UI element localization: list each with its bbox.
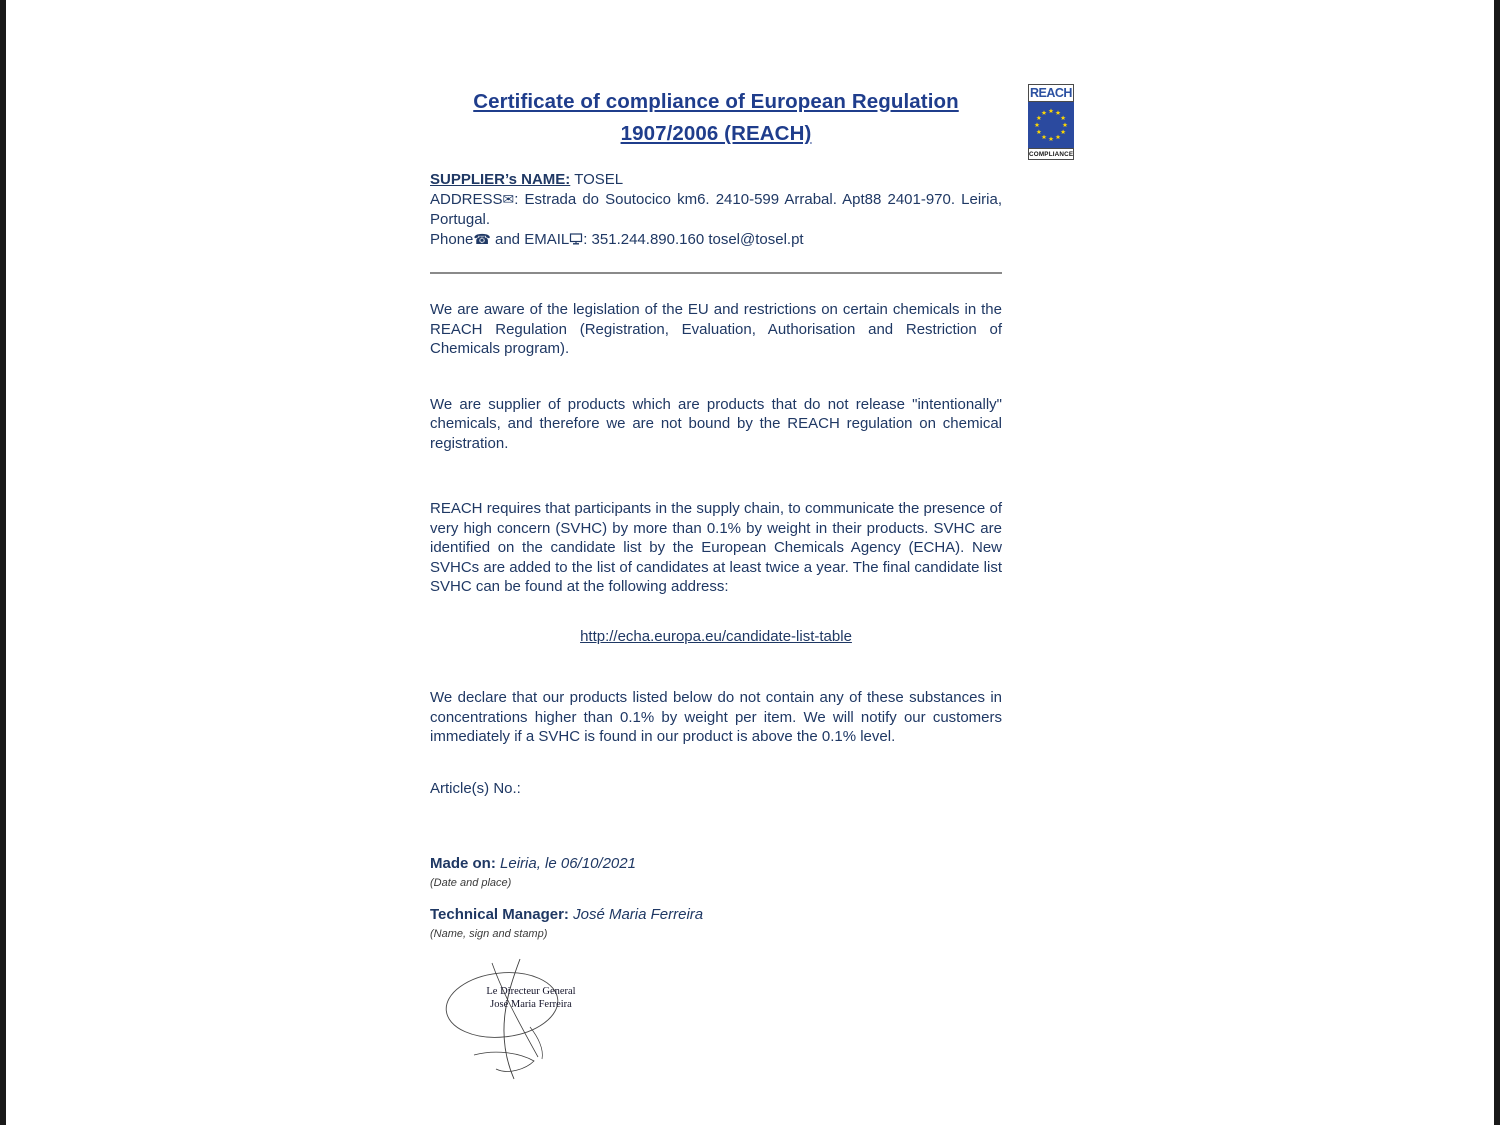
document-body (430, 86, 1002, 1082)
supplier-name-value: TOSEL (570, 171, 624, 188)
computer-icon (569, 231, 583, 248)
eu-flag-icon (1028, 102, 1074, 148)
paragraph-supplier-statement: We are supplier of products which are products that do not release "intentionally" chemicals, and therefore we are not bound by the REACH regulation on chemical registration. (430, 395, 1002, 452)
address-value: : Estrada do Soutocico km6. 2410-599 Arrabal. Apt88 2401-970. Leiria, Portugal. (430, 191, 1002, 228)
technical-manager-value: José Maria Ferreira (568, 905, 704, 923)
reach-compliance-logo (1028, 84, 1074, 160)
made-on-block (430, 854, 1002, 891)
signature-stamp-text (466, 985, 596, 1011)
signature-line-1: Le Directeur General (486, 986, 576, 997)
paragraph-reach-requirements: REACH requires that participants in the supply chain, to communicate the presence of very high concern (SVHC) by more than 0.1% by weight in their products. SVHC are identified on the candidate list by the European Chemicals Agency (ECHA). New SVHCs are added to the list of candidates at least twice a year. The final candidate list SVHC can be found at the following address: (430, 500, 1002, 595)
supplier-name-line (430, 170, 1002, 190)
technical-manager-label: Technical Manager: (430, 905, 569, 923)
phone-label: Phone (430, 231, 474, 248)
signature-scribble (434, 957, 664, 1082)
supplier-contact-line (430, 230, 1002, 250)
phone-email-value: : 351.244.890.160 tosel@tosel.pt (583, 231, 804, 248)
made-on-value: Leiria, le 06/10/2021 (495, 855, 636, 872)
candidate-list-link-line (430, 627, 1002, 647)
reach-logo-text: REACH (1028, 84, 1074, 102)
technical-manager-line (430, 905, 1002, 925)
technical-manager-block (430, 905, 1002, 943)
viewport-edge-left (0, 0, 6, 1125)
title-line-1: Certificate of compliance of European Regulation (473, 90, 959, 113)
signature (434, 957, 664, 1082)
paragraph-declaration: We declare that our products listed below do not contain any of these substances in concentrations higher than 0.1% by weight per item. We will notify our customers immediately if a SVHC is found in our product is above the 0.1% level. (430, 689, 1002, 745)
technical-manager-note: (Name, sign and stamp) (430, 928, 548, 940)
supplier-name-label: SUPPLIER’s NAME: (430, 171, 571, 188)
phone-icon: ☎ (473, 232, 491, 248)
made-on-line (430, 854, 1002, 874)
supplier-address-line (430, 190, 1002, 230)
address-label: ADDRESS (430, 191, 503, 208)
paragraph-awareness: We are aware of the legislation of the EU and restrictions on certain chemicals in the REACH Regulation (Registration, Evaluation, Authorisation and Restriction of Chemicals program). (430, 301, 1002, 357)
email-label: and EMAIL (490, 231, 570, 248)
supplier-block (430, 170, 1002, 250)
signature-line-2: José Maria Ferreira (490, 999, 572, 1010)
viewport-edge-right (1494, 0, 1500, 1125)
compliance-logo-text: COMPLIANCE (1028, 148, 1074, 160)
made-on-note: (Date and place) (430, 876, 512, 889)
document-title (430, 86, 1002, 150)
title-line-2: 1907/2006 (REACH) (620, 122, 812, 145)
section-divider (430, 272, 1002, 274)
envelope-icon: ✉ (502, 192, 515, 208)
articles-label: Article(s) No.: (430, 779, 521, 797)
made-on-label: Made on: (430, 855, 496, 872)
candidate-list-link[interactable]: http://echa.europa.eu/candidate-list-table (580, 627, 852, 645)
